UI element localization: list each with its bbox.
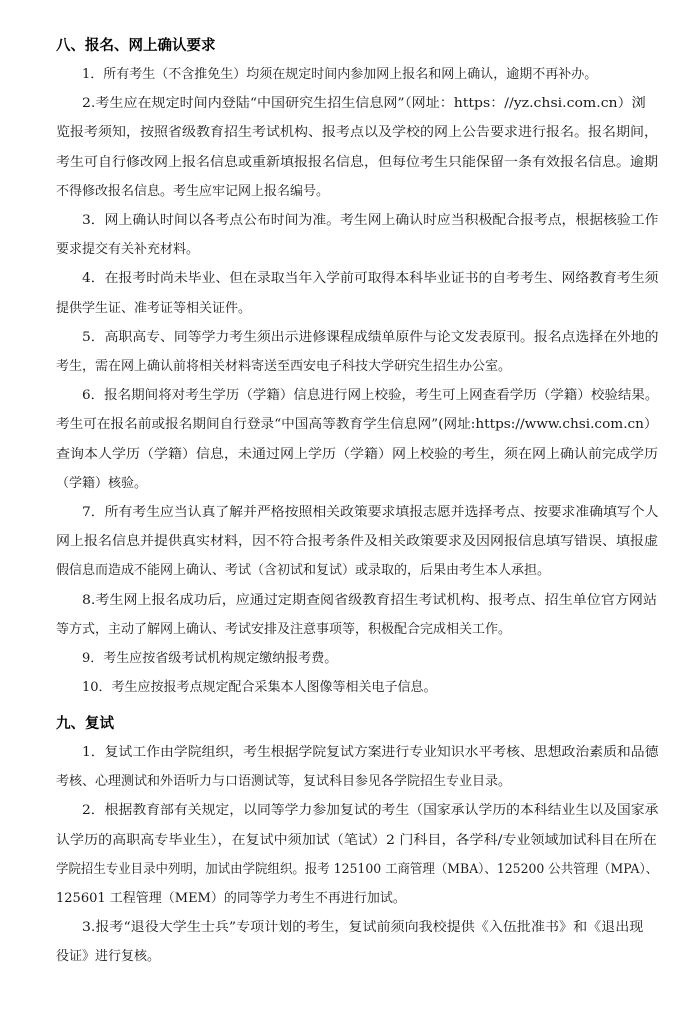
- paragraph-line: 3．网上确认时间以各考点公布时间为准。考生网上确认时应当积极配合报考点，根据核验工作: [82, 213, 659, 228]
- paragraph-line: 3.报考“退役大学生士兵”专项计划的考生，复试前须向我校提供《入伍批准书》和《退出现: [82, 920, 644, 935]
- paragraph-line: 9．考生应按省级考试机构规定缴纳报考费。: [82, 651, 338, 666]
- paragraph-line: 1．所有考生（不含推免生）均须在规定时间内参加网上报名和网上确认，逾期不再补办。: [82, 67, 598, 82]
- paragraph-line: 8.考生网上报名成功后，应通过定期查阅省级教育招生考试机构、报考点、招生单位官方网站: [82, 593, 657, 608]
- paragraph-line: 考生可自行修改网上报名信息或重新填报报名信息，但每位考生只能保留一条有效报名信息。逾期: [56, 155, 659, 170]
- paragraph-line: 4．在报考时尚未毕业、但在录取当年入学前可取得本科毕业证书的自考考生、网络教育考生须: [82, 271, 659, 286]
- paragraph-line: 1．复试工作由学院组织，考生根据学院复试方案进行专业知识水平考核、思想政治素质和品德: [82, 745, 659, 760]
- paragraph-line: 考生可在报名前或报名期间自行登录“中国高等教育学生信息网”(网址:https://www.chsi.com.cn）: [56, 417, 658, 432]
- paragraph-line: 考生，需在网上确认前将相关材料寄送至西安电子科技大学研究生招生办公室。: [56, 359, 512, 374]
- paragraph-line: 10．考生应按报考点规定配合采集本人图像等相关电子信息。: [82, 680, 437, 695]
- paragraph-line: 查询本人学历（学籍）信息，未通过网上学历（学籍）网上校验的考生，须在网上确认前完成学历: [56, 447, 659, 462]
- paragraph-line: 假信息而造成不能网上确认、考试（含初试和复试）或录取的，后果由考生本人承担。: [56, 563, 551, 578]
- paragraph-line: 2.考生应在规定时间内登陆“中国研究生招生信息网”（网址：https：//yz.chsi.com.cn）浏: [82, 96, 646, 111]
- paragraph-line: 学院招生专业目录中列明，加试由学院组织。报考 125100 工商管理（MBA）、125200 公共管理（MPA）、: [56, 862, 659, 877]
- paragraph-line: 览报考须知，按照省级教育招生考试机构、报考点以及学校的网上公告要求进行报名。报名期间，: [56, 125, 659, 140]
- paragraph-line: 125601 工程管理（MEM）的同等学力考生不再进行加试。: [56, 891, 406, 906]
- paragraph-line: 6．报名期间将对考生学历（学籍）信息进行网上校验，考生可上网查看学历（学籍）校验结果。: [82, 388, 659, 403]
- paragraph-line: 7．所有考生应当认真了解并严格按照相关政策要求填报志愿并选择考点、按要求准确填写个人: [82, 505, 659, 520]
- paragraph-line: 网上报名信息并提供真实材料，因不符合报考条件及相关政策要求及因网报信息填写错误、填报虚: [56, 534, 659, 549]
- paragraph-line: 要求提交有关补充材料。: [56, 242, 200, 257]
- section-heading: 九、复试: [56, 716, 114, 732]
- paragraph-line: 2．根据教育部有关规定，以同等学力参加复试的考生（国家承认学历的本科结业生以及国家承: [82, 803, 659, 818]
- paragraph-line: 不得修改报名信息。考生应牢记网上报名编号。: [56, 184, 330, 199]
- paragraph-line: 等方式，主动了解网上确认、考试安排及注意事项等，积极配合完成相关工作。: [56, 622, 512, 637]
- paragraph-line: 役证》进行复核。: [56, 949, 161, 964]
- paragraph-line: 5．高职高专、同等学力考生须出示进修课程成绩单原件与论文发表原刊。报名点选择在外地的: [82, 330, 659, 345]
- section-heading: 八、报名、网上确认要求: [56, 38, 216, 54]
- paragraph-line: 提供学生证、准考证等相关证件。: [56, 301, 252, 316]
- paragraph-line: 认学历的高职高专毕业生），在复试中须加试（笔试）2 门科目，各学科/专业领域加试科目在所在: [56, 833, 657, 848]
- paragraph-line: （学籍）核验。: [56, 476, 148, 491]
- paragraph-line: 考核、心理测试和外语听力与口语测试等，复试科目参见各学院招生专业目录。: [56, 774, 512, 789]
